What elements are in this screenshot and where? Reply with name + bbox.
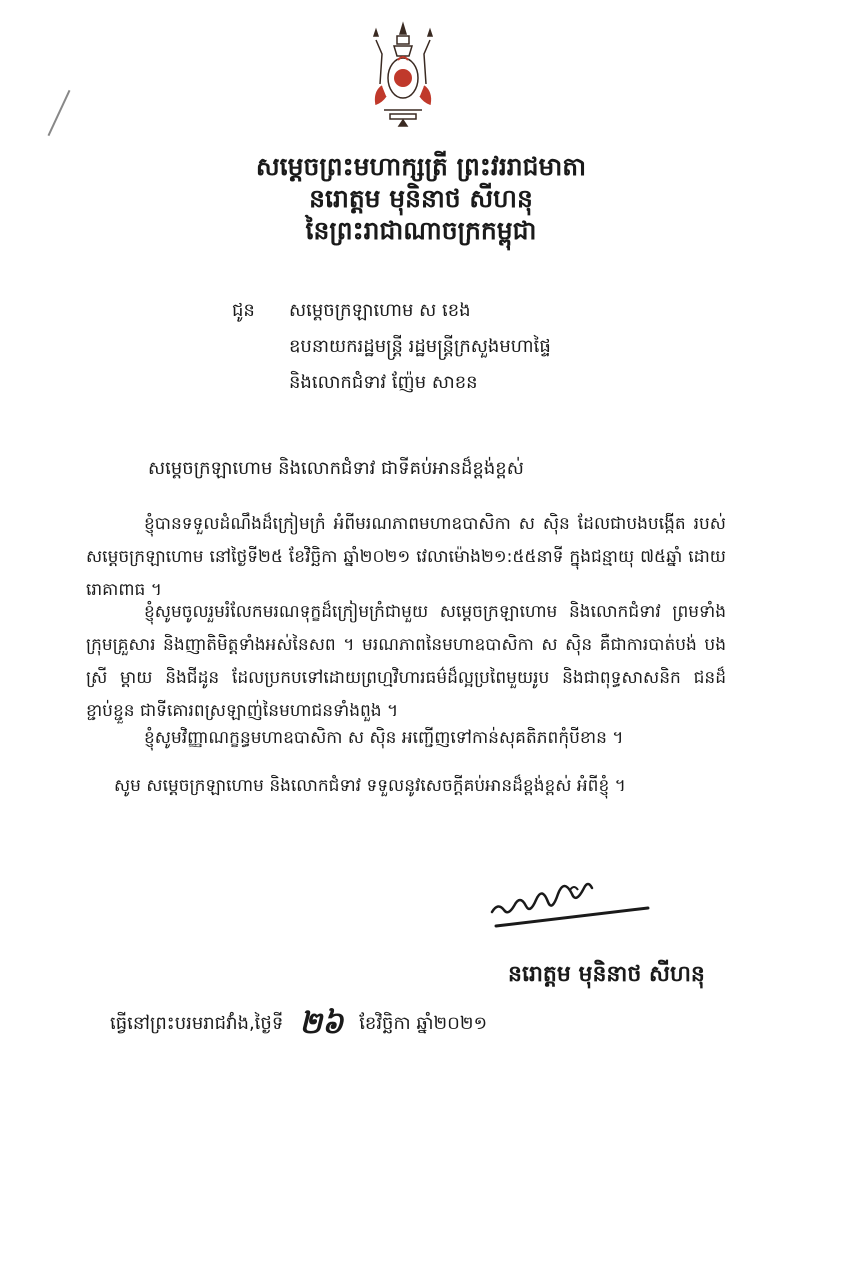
recipient-line-2: ឧបនាយករដ្ឋមន្ត្រី រដ្ឋមន្ត្រីក្រសួងមហាផ្ទៃ — [289, 336, 551, 357]
recipient-line-3: និងលោកជំទាវ ញ៉ែម សាខន — [289, 372, 478, 393]
recipient-to-label: ជូន — [232, 300, 255, 321]
scan-edge-mark — [48, 90, 71, 136]
date-day: ២៦ — [299, 1006, 344, 1041]
body-paragraph-1: ខ្ញុំបានទទួលដំណឹងដ៏ក្រៀមក្រំ អំពីមរណភាពមហាឧបាសិកា ស ស៊ិន ដែលជាបងបង្កើត របស់ សម្តេចក្រឡាហោម នៅថ្ងៃទី២៥ ខែវិច្ឆិកា ឆ្នាំ២០២១ វេលាម៉ោង២១:៥៥នាទី ក្នុងជន្មាយុ ៧៥ឆ្នាំ ដោយរោគាពាធ ។ — [86, 514, 726, 600]
date-line — [110, 1004, 487, 1048]
body-paragraph-3: ខ្ញុំសូមវិញ្ញាណក្ខន្ធមហាឧបាសិកា ស ស៊ិន អញ្ជើញទៅកាន់សុគតិភពកុំបីខាន ។ — [144, 728, 624, 748]
handwritten-signature — [486, 868, 656, 938]
header-title-line-1: សម្តេចព្រះមហាក្សត្រី ព្រះវររាជមាតា — [255, 152, 587, 181]
body-paragraph-2: ខ្ញុំសូមចូលរួមរំលែកមរណទុក្ខដ៏ក្រៀមក្រំជាមួយ សម្តេចក្រឡាហោម និងលោកជំទាវ ព្រមទាំង ក្រុមគ្រួសារ និងញាតិមិត្តទាំងអស់នៃសព ។ មរណភាពនៃមហាឧបាសិកា ស ស៊ិន គឺជាការបាត់បង់ បងស្រី ម្តាយ និងជីដូន ដែលប្រកបទៅដោយព្រហ្មវិហារធម៌ដ៏ល្អប្រពៃមួយរូប និងជាពុទ្ធសាសនិក ជនដ៏ខ្ជាប់ខ្ជួន ជាទីគោរពស្រឡាញ់នៃមហាជនទាំងពួង ។ — [86, 602, 726, 721]
date-suffix: ខែវិច្ឆិកា ឆ្នាំ២០២១ — [359, 1013, 488, 1034]
body-paragraph-4: សូម សម្តេចក្រឡាហោម និងលោកជំទាវ ទទួលនូវសេចក្តីគប់អានដ៏ខ្ពង់ខ្ពស់ អំពីខ្ញុំ ។ — [114, 776, 626, 796]
royal-crest-icon — [362, 20, 444, 130]
date-prefix: ធ្វើនៅព្រះបរមរាជវាំង,ថ្ងៃទី — [110, 1013, 284, 1034]
salutation: សម្តេចក្រឡាហោម និងលោកជំទាវ ជាទីគប់អានដ៏ខ្ពង់ខ្ពស់ — [148, 458, 524, 479]
signer-name: នរោត្តម មុនិនាថ សីហនុ — [508, 962, 705, 987]
header-title-line-2: នរោត្តម មុនិនាថ សីហនុ — [309, 184, 533, 213]
header-title-line-3: នៃព្រះរាជាណាចក្រកម្ពុជា — [305, 216, 537, 245]
recipient-line-1: សម្តេចក្រឡាហោម ស ខេង — [289, 300, 471, 321]
